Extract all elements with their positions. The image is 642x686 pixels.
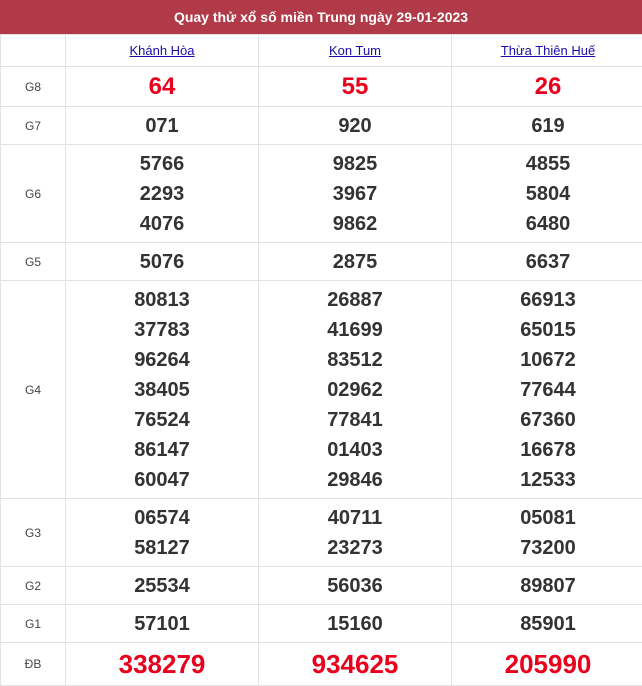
prize-number: 85901 — [452, 609, 642, 639]
prize-row-6 — [1, 567, 642, 605]
prize-label: G4 — [1, 281, 66, 499]
prize-number: 57101 — [66, 609, 258, 639]
prize-cell — [66, 67, 259, 107]
prize-number: 071 — [66, 111, 258, 141]
prize-number: 5766 — [66, 149, 258, 179]
results-title: Quay thử xổ số miền Trung ngày 29-01-2023 — [0, 0, 642, 34]
prize-number: 40711 — [259, 503, 451, 533]
prize-label: G8 — [1, 67, 66, 107]
prize-cell — [452, 107, 642, 145]
province-cell — [452, 35, 642, 67]
prize-number: 26887 — [259, 285, 451, 315]
prize-cell — [452, 67, 642, 107]
prize-number: 73200 — [452, 533, 642, 563]
prize-cell — [66, 643, 259, 686]
prize-cell — [66, 107, 259, 145]
prize-cell — [259, 67, 452, 107]
prize-cell — [66, 499, 259, 567]
corner-cell — [1, 35, 66, 67]
prize-number: 619 — [452, 111, 642, 141]
province-cell — [259, 35, 452, 67]
prize-number: 89807 — [452, 571, 642, 601]
prize-row-2 — [1, 145, 642, 243]
prize-number: 86147 — [66, 435, 258, 465]
prize-label: G5 — [1, 243, 66, 281]
prize-number: 01403 — [259, 435, 451, 465]
prize-number: 9862 — [259, 209, 451, 239]
prize-number: 23273 — [259, 533, 451, 563]
prize-number: 37783 — [66, 315, 258, 345]
prize-row-1 — [1, 107, 642, 145]
prize-number: 2293 — [66, 179, 258, 209]
prize-cell — [259, 281, 452, 499]
prize-number: 29846 — [259, 465, 451, 495]
prize-number: 06574 — [66, 503, 258, 533]
prize-number: 5076 — [66, 247, 258, 277]
prize-label: G2 — [1, 567, 66, 605]
prize-number: 60047 — [66, 465, 258, 495]
prize-number: 77644 — [452, 375, 642, 405]
prize-label: G7 — [1, 107, 66, 145]
prize-cell — [259, 499, 452, 567]
prize-number: 6637 — [452, 247, 642, 277]
prize-cell — [452, 605, 642, 643]
prize-number: 2875 — [259, 247, 451, 277]
prize-cell — [452, 281, 642, 499]
prize-number: 41699 — [259, 315, 451, 345]
prize-number: 55 — [259, 70, 451, 104]
prize-number: 76524 — [66, 405, 258, 435]
prize-number: 02962 — [259, 375, 451, 405]
prize-number: 77841 — [259, 405, 451, 435]
prize-cell — [452, 643, 642, 686]
province-link-thua-thien-hue[interactable]: Thừa Thiên Huế — [501, 43, 595, 58]
prize-number: 5804 — [452, 179, 642, 209]
prize-cell — [452, 567, 642, 605]
prize-cell — [452, 243, 642, 281]
prize-number: 05081 — [452, 503, 642, 533]
prize-cell — [259, 605, 452, 643]
prize-number: 64 — [66, 70, 258, 104]
prize-row-8 — [1, 643, 642, 686]
prize-number: 10672 — [452, 345, 642, 375]
prize-cell — [452, 145, 642, 243]
province-cell — [66, 35, 259, 67]
prize-number: 80813 — [66, 285, 258, 315]
prize-number: 96264 — [66, 345, 258, 375]
prize-number: 12533 — [452, 465, 642, 495]
prize-label: G3 — [1, 499, 66, 567]
prize-cell — [66, 281, 259, 499]
prize-number: 4076 — [66, 209, 258, 239]
prize-row-7 — [1, 605, 642, 643]
province-link-kon-tum[interactable]: Kon Tum — [329, 43, 381, 58]
prize-row-3 — [1, 243, 642, 281]
prize-number: 58127 — [66, 533, 258, 563]
prize-row-0 — [1, 67, 642, 107]
prize-label: G6 — [1, 145, 66, 243]
prize-number: 38405 — [66, 375, 258, 405]
prize-number: 15160 — [259, 609, 451, 639]
prize-number: 934625 — [259, 643, 451, 685]
prize-cell — [66, 243, 259, 281]
prize-label: G1 — [1, 605, 66, 643]
prize-cell — [259, 145, 452, 243]
prize-cell — [66, 567, 259, 605]
prize-number: 65015 — [452, 315, 642, 345]
prize-cell — [259, 567, 452, 605]
prize-number: 9825 — [259, 149, 451, 179]
prize-number: 16678 — [452, 435, 642, 465]
prize-cell — [259, 107, 452, 145]
prize-cell — [66, 145, 259, 243]
prize-number: 56036 — [259, 571, 451, 601]
results-table — [0, 34, 642, 686]
prize-cell — [259, 643, 452, 686]
prize-number: 338279 — [66, 643, 258, 685]
prize-number: 25534 — [66, 571, 258, 601]
prize-cell — [259, 243, 452, 281]
prize-number: 920 — [259, 111, 451, 141]
prize-number: 66913 — [452, 285, 642, 315]
province-header-row — [1, 35, 642, 67]
prize-number: 4855 — [452, 149, 642, 179]
prize-number: 6480 — [452, 209, 642, 239]
prize-number: 205990 — [452, 643, 642, 685]
prize-number: 67360 — [452, 405, 642, 435]
prize-number: 3967 — [259, 179, 451, 209]
prize-cell — [66, 605, 259, 643]
prize-row-5 — [1, 499, 642, 567]
prize-label: ĐB — [1, 643, 66, 686]
prize-number: 26 — [452, 70, 642, 104]
prize-cell — [452, 499, 642, 567]
prize-number: 83512 — [259, 345, 451, 375]
prize-row-4 — [1, 281, 642, 499]
province-link-khanh-hoa[interactable]: Khánh Hòa — [129, 43, 194, 58]
